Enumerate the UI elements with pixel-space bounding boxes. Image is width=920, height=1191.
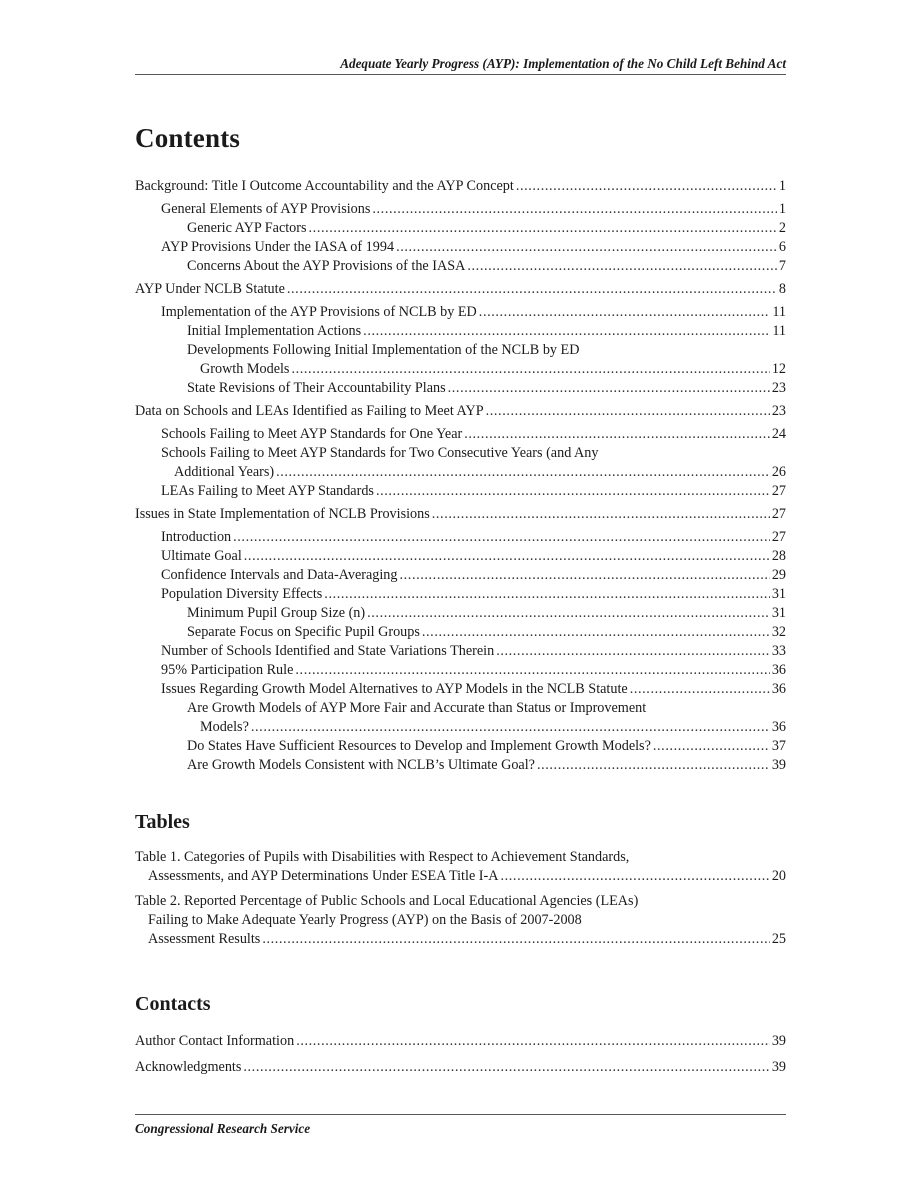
toc-entry[interactable]: Issues in State Implementation of NCLB Provisions ..... 27 [135,505,786,524]
toc-entry[interactable]: AYP Provisions Under the IASA of 1994 ..... 6 [135,238,786,257]
toc-entry[interactable]: 95% Participation Rule ..... 36 [135,661,786,680]
toc-entry-wrap-line[interactable]: Table 2. Reported Percentage of Public Schools and Local Educational Agencies (LEAs) [135,893,639,909]
toc-entry-wrap-line[interactable]: Developments Following Initial Implementation of the NCLB by ED [187,342,580,358]
toc-entry[interactable]: Additional Years) ..... 26 [135,463,786,482]
toc-entry[interactable]: AYP Under NCLB Statute ..... 8 [135,280,786,299]
contacts-heading: Contacts [135,993,211,1015]
toc-entry[interactable]: General Elements of AYP Provisions ..... 1 [135,200,786,219]
toc-entry[interactable]: Author Contact Information ..... 39 [135,1032,786,1051]
header-divider [135,74,786,75]
toc-entry[interactable]: Generic AYP Factors ..... 2 [135,219,786,238]
toc-entry[interactable]: Assessment Results ..... 25 [135,930,786,949]
tables-list [135,848,786,949]
toc-entry[interactable]: Confidence Intervals and Data-Averaging ..... 29 [135,566,786,585]
toc-entry[interactable]: Initial Implementation Actions ..... 11 [135,322,786,341]
toc-entry[interactable]: Ultimate Goal ..... 28 [135,547,786,566]
toc-entry[interactable]: Population Diversity Effects ..... 31 [135,585,786,604]
toc-entry[interactable]: Number of Schools Identified and State Variations Therein ..... 33 [135,642,786,661]
toc-entry[interactable]: Data on Schools and LEAs Identified as Failing to Meet AYP ..... 23 [135,402,786,421]
toc-entry[interactable]: Introduction ..... 27 [135,528,786,547]
toc-entry[interactable]: Separate Focus on Specific Pupil Groups ..... 32 [135,623,786,642]
toc-entry-wrap-line[interactable]: Are Growth Models of AYP More Fair and Accurate than Status or Improvement [187,700,647,716]
toc-entry[interactable]: Models? ..... 36 [135,718,786,737]
toc-entry[interactable]: Minimum Pupil Group Size (n) ..... 31 [135,604,786,623]
toc-entry-wrap-line[interactable]: Schools Failing to Meet AYP Standards for Two Consecutive Years (and Any [161,445,599,461]
toc-entry[interactable]: Background: Title I Outcome Accountability and the AYP Concept ..... 1 [135,177,786,196]
contacts-list [135,1032,786,1077]
toc-entry-wrap-line[interactable]: Failing to Make Adequate Yearly Progress (AYP) on the Basis of 2007-2008 [148,912,582,928]
running-header: Adequate Yearly Progress (AYP): Implementation of the No Child Left Behind Act [340,56,786,71]
running-footer: Congressional Research Service [135,1121,311,1136]
toc-entry[interactable]: Schools Failing to Meet AYP Standards for One Year ..... 24 [135,425,786,444]
toc-entry[interactable]: LEAs Failing to Meet AYP Standards ..... 27 [135,482,786,501]
toc-entry[interactable]: Do States Have Sufficient Resources to Develop and Implement Growth Models? ..... 37 [135,737,786,756]
contents-heading: Contents [135,123,241,153]
toc-entry[interactable]: Issues Regarding Growth Model Alternatives to AYP Models in the NCLB Statute ..... 36 [135,680,786,699]
toc-entry[interactable]: Growth Models ..... 12 [135,360,786,379]
toc-entry-wrap-line[interactable]: Table 1. Categories of Pupils with Disabilities with Respect to Achievement Standards, [135,849,630,865]
tables-heading: Tables [135,811,190,833]
toc-entry[interactable]: Acknowledgments ..... 39 [135,1058,786,1077]
footer-divider [135,1114,786,1115]
toc-entry[interactable]: Are Growth Models Consistent with NCLB’s Ultimate Goal? ..... 39 [135,756,786,775]
contents-list [135,177,786,775]
toc-entry[interactable]: State Revisions of Their Accountability Plans ..... 23 [135,379,786,398]
toc-entry[interactable]: Concerns About the AYP Provisions of the IASA ..... 7 [135,257,786,276]
toc-entry[interactable]: Assessments, and AYP Determinations Under ESEA Title I-A ..... 20 [135,867,786,886]
toc-entry[interactable]: Implementation of the AYP Provisions of NCLB by ED ..... 11 [135,303,786,322]
